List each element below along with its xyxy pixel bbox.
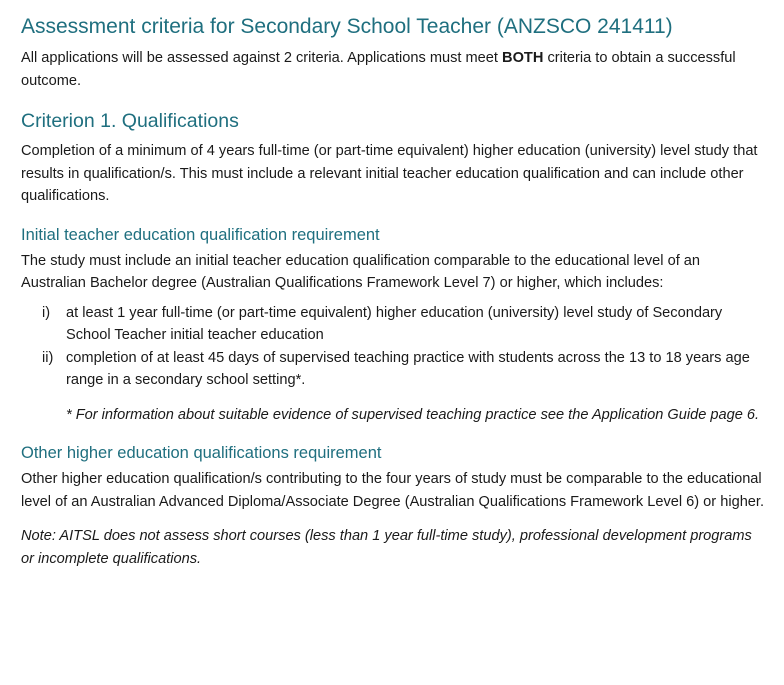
initial-teacher-education-heading: Initial teacher education qualification requirement [21, 225, 380, 244]
supervised-practice-footnote: * For information about suitable evidence of supervised teaching practice see the Application Guide page 6. [66, 406, 760, 423]
list-item-marker: i) [42, 304, 51, 321]
list-item-marker: ii) [42, 349, 54, 366]
initial-teacher-education-body: The study must include an initial teacher education qualification comparable to the educational level of an Australian Bachelor degree (Australian Qualifications Framework Level 7) or higher, which includes: [21, 252, 701, 291]
other-higher-education-body: Other higher education qualification/s contributing to the four years of study must be comparable to the educational level of an Australian Advanced Diploma/Associate Degree (Australian Qualifications Framework Level 6) or higher. [21, 471, 765, 510]
intro-emphasis: BOTH [502, 50, 544, 66]
requirements-list [21, 302, 766, 392]
criterion-1-heading: Criterion 1. Qualifications [21, 110, 239, 132]
intro-paragraph [21, 47, 766, 92]
aitsl-note: Note: AITSL does not assess short courses (less than 1 year full-time study), professional development programs or incomplete qualifications. [21, 528, 752, 567]
list-item [42, 347, 766, 392]
list-item [42, 302, 766, 347]
other-higher-education-heading: Other higher education qualifications requirement [21, 444, 382, 462]
list-item-text: at least 1 year full-time (or part-time equivalent) higher education (university) level study of Secondary School Teacher initial teacher education [66, 304, 723, 343]
page-title: Assessment criteria for Secondary School Teacher (ANZSCO 241411) [21, 15, 673, 38]
intro-text-before: All applications will be assessed against 2 criteria. Applications must meet [21, 50, 503, 66]
list-item-text: completion of at least 45 days of supervised teaching practice with students across the 13 to 18 years age range in a secondary school setting*. [66, 349, 750, 388]
criterion-1-body: Completion of a minimum of 4 years full-time (or part-time equivalent) higher education (university) level study that results in qualification/s. This must include a relevant initial teacher education qualification and can include other qualifications. [21, 143, 758, 204]
intro-text-after: criteria to obtain a successful outcome. [21, 50, 736, 89]
